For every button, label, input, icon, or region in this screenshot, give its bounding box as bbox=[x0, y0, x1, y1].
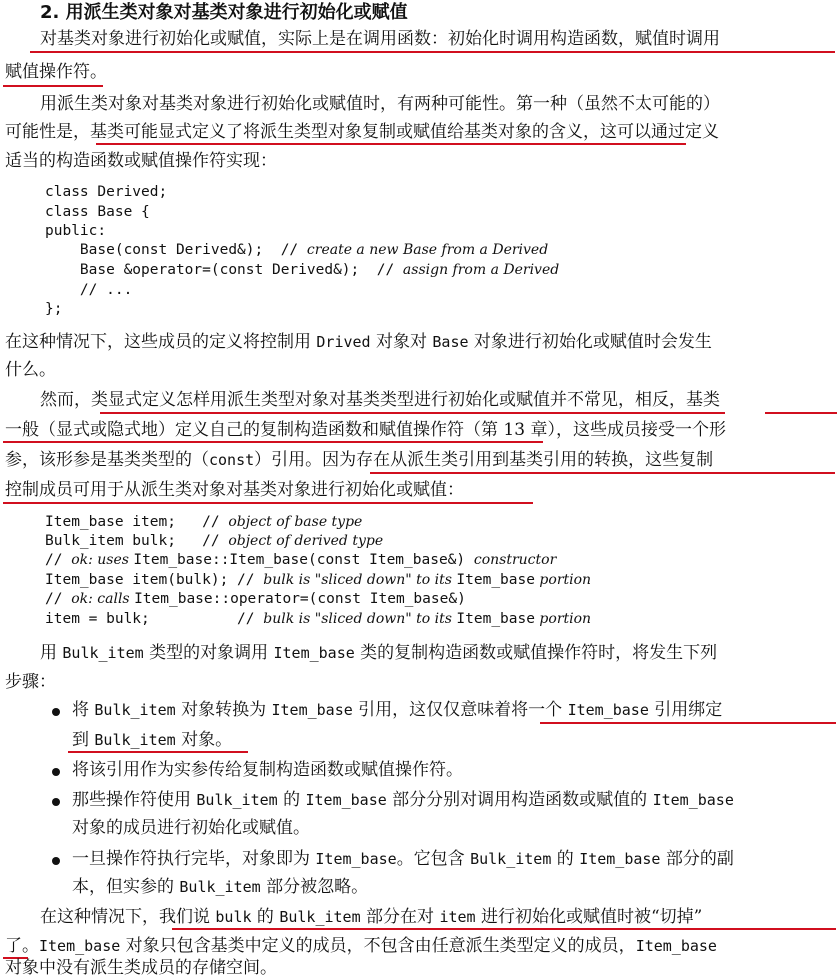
para6-highlight: 了 bbox=[5, 936, 22, 956]
para4-highlight: 因为存在从派生类引用到基类引用的转换，这些复制 bbox=[322, 450, 714, 470]
bullet4-line1 bbox=[72, 847, 734, 871]
bullet3-line1 bbox=[72, 788, 734, 812]
code-comment: ok: uses bbox=[71, 552, 134, 568]
para6-text: 对象只包含基类中定义的成员，不包含由任意派生类型定义的成员， bbox=[120, 936, 636, 956]
bullet-text: 一旦操作符执行完毕，对象即为 bbox=[72, 849, 316, 869]
code2-line bbox=[45, 589, 466, 609]
para6-line1 bbox=[40, 905, 702, 929]
para3-text: 对象对 bbox=[370, 332, 433, 352]
para5-text: 用 bbox=[40, 643, 63, 663]
inline-code: Drived bbox=[316, 333, 371, 351]
code-comment: object of derived type bbox=[228, 533, 384, 549]
bullet-dot bbox=[52, 708, 60, 716]
para6-text: 。 bbox=[22, 936, 39, 956]
inline-code: item bbox=[439, 908, 476, 926]
inline-code: Item_base bbox=[273, 644, 355, 662]
inline-code: Base bbox=[432, 333, 469, 351]
bullet2-line1: 将该引用作为实参传给复制构造函数或赋值操作符。 bbox=[72, 760, 463, 780]
code-comment: object of base type bbox=[228, 514, 363, 530]
para4-line4: 控制成员可用于从派生类对象对基类对象进行初始化或赋值： bbox=[5, 480, 464, 500]
inline-code: Bulk_item bbox=[94, 731, 176, 749]
bullet-text: 部分分别对调用构造函数或赋值的 bbox=[386, 790, 653, 810]
code-text: Item_base bbox=[456, 611, 535, 627]
bullet-text: 那些操作符使用 bbox=[72, 790, 197, 810]
para5-text: 类型的对象调用 bbox=[143, 643, 274, 663]
bullet-dot bbox=[52, 768, 60, 776]
code1-line: // ... bbox=[45, 282, 133, 298]
para2-highlight: 基类可能显式定义了将派生类型对象复制或赋值给基类对象的含义 bbox=[90, 122, 583, 142]
inline-code: Item_base bbox=[579, 850, 661, 868]
bullet3-line2: 对象的成员进行初始化或赋值。 bbox=[72, 818, 310, 838]
inline-code: Item_base bbox=[652, 791, 734, 809]
para4-text: ）引用。 bbox=[254, 450, 323, 470]
para4-line3 bbox=[5, 448, 713, 472]
code-text: Item_base::Item_base(const Item_base&) bbox=[133, 552, 474, 568]
code-comment: assign from a Derived bbox=[402, 262, 560, 278]
code-comment: bulk is "sliced down" to its bbox=[263, 572, 457, 588]
code1-line: public: bbox=[45, 223, 107, 239]
para3-line1 bbox=[5, 330, 712, 354]
inline-code: Bulk_item bbox=[62, 644, 144, 662]
para4-highlight: 一般（显式或隐式地）定义自己的复制构造函数和赋值操作符 bbox=[5, 420, 464, 440]
highlight-underline bbox=[68, 751, 248, 753]
bullet-text: 将 bbox=[72, 700, 95, 720]
code-comment: portion bbox=[534, 572, 592, 588]
code1-line: }; bbox=[45, 301, 63, 317]
bullet-text: 的 bbox=[277, 790, 306, 810]
para5-line1 bbox=[40, 641, 717, 665]
code2-line bbox=[45, 609, 591, 629]
bullet-text: 本，但实参的 bbox=[72, 877, 180, 897]
code-text: Bulk_item bulk; // bbox=[45, 533, 229, 549]
inline-code: const bbox=[209, 451, 255, 469]
code1-line: class Derived; bbox=[45, 184, 168, 200]
para6-line2 bbox=[5, 934, 717, 958]
inline-code: Bulk_item bbox=[94, 701, 176, 719]
inline-code: Item_base bbox=[315, 850, 397, 868]
para3-line2: 什么。 bbox=[5, 360, 56, 380]
highlight-underline bbox=[96, 143, 686, 145]
code-text: Item_base item(bulk); // bbox=[45, 572, 264, 588]
para3-text: 对象进行初始化或赋值时会发生 bbox=[468, 332, 712, 352]
highlight-underline bbox=[3, 441, 543, 443]
para4-text: 参，该形参是基类类型的（ bbox=[5, 450, 209, 470]
para6-highlight: 我们说 bbox=[159, 907, 216, 927]
inline-code: Item_base bbox=[567, 701, 649, 719]
highlight-underline bbox=[100, 412, 725, 414]
para6-text: 在这种情况下， bbox=[40, 907, 159, 927]
bullet-dot bbox=[52, 857, 60, 865]
para6-line3: 对象中没有派生类成员的存储空间。 bbox=[5, 958, 277, 978]
code2-line bbox=[45, 550, 556, 570]
inline-code: Item_base bbox=[271, 701, 353, 719]
inline-code: Bulk_item bbox=[279, 908, 361, 926]
code-comment: constructor bbox=[473, 552, 557, 568]
highlight-underline bbox=[370, 472, 835, 474]
para4-text: 然而， bbox=[40, 390, 91, 410]
inline-code: bulk bbox=[215, 908, 252, 926]
para2-line2 bbox=[5, 120, 719, 144]
code-text: // bbox=[45, 552, 72, 568]
inline-code: Bulk_item bbox=[470, 850, 552, 868]
bullet-highlight: 意味着将一个 bbox=[460, 700, 568, 720]
code1-line bbox=[45, 260, 559, 280]
code-text: Base &operator=(const Derived&); // bbox=[45, 262, 403, 278]
para2-line1: 用派生类对象对基类对象进行初始化或赋值时，有两种可能性。第一种（虽然不太可能的） bbox=[40, 94, 720, 114]
bullet-highlight: 对象。 bbox=[175, 730, 233, 750]
bullet4-line2 bbox=[72, 875, 368, 899]
code-text: // bbox=[45, 591, 72, 607]
para2-line3: 适当的构造函数或赋值操作符实现： bbox=[5, 151, 277, 171]
bullet-dot bbox=[52, 798, 60, 806]
bullet1-line1 bbox=[72, 698, 722, 722]
bullet1-line2 bbox=[72, 728, 232, 752]
code2-line bbox=[45, 531, 383, 551]
code-text: Item_base::operator=(const Item_base&) bbox=[134, 591, 466, 607]
highlight-underline bbox=[540, 722, 836, 724]
code-text: Base(const Derived&); // bbox=[45, 242, 307, 258]
bullet-text: 对象转换为 bbox=[175, 700, 272, 720]
para1-line2: 赋值操作符。 bbox=[5, 62, 107, 82]
highlight-underline bbox=[3, 502, 533, 504]
bullet-text: 部分的副 bbox=[660, 849, 734, 869]
code-comment: create a new Base from a Derived bbox=[306, 242, 549, 258]
code1-line: class Base { bbox=[45, 204, 150, 220]
highlight-underline bbox=[3, 85, 103, 87]
bullet-text: 部分被忽略。 bbox=[260, 877, 369, 897]
para4-line1 bbox=[40, 388, 720, 412]
code-text: Item_base bbox=[456, 572, 535, 588]
code-comment: bulk is "sliced down" to its bbox=[263, 611, 457, 627]
para6-highlight: 进行初始化或赋值时被“切掉” bbox=[475, 907, 703, 927]
code-comment: portion bbox=[534, 611, 592, 627]
bullet-text: 。它包含 bbox=[396, 849, 471, 869]
highlight-underline bbox=[30, 51, 835, 53]
code2-line bbox=[45, 512, 362, 532]
para5-text: 类的复制构造函数或赋值操作符时，将发生下列 bbox=[354, 643, 718, 663]
code-text: item = bulk; // bbox=[45, 611, 264, 627]
para4-text: （第 13 章），这些成员接受一个形 bbox=[464, 420, 726, 440]
code2-line bbox=[45, 570, 591, 590]
code1-line bbox=[45, 240, 548, 260]
para6-highlight: 部分在对 bbox=[360, 907, 440, 927]
para1-line1: 对基类对象进行初始化或赋值，实际上是在调用函数：初始化时调用构造函数，赋值时调用 bbox=[40, 29, 720, 49]
section-heading: 2. 用派生类对象对基类对象进行初始化或赋值 bbox=[40, 2, 408, 23]
highlight-underline bbox=[765, 412, 837, 414]
para2-text: 可能性是， bbox=[5, 122, 90, 142]
bullet-text: 的 bbox=[551, 849, 580, 869]
para4-text: ，相反， bbox=[618, 390, 686, 410]
para6-highlight: 的 bbox=[251, 907, 280, 927]
para3-text: 在这种情况下，这些成员的定义将控制用 bbox=[5, 332, 317, 352]
inline-code: Bulk_item bbox=[179, 878, 261, 896]
para4-highlight: 基类 bbox=[686, 390, 720, 410]
para4-highlight: 类显式定义怎样用派生类型对象对基类类型进行初始化或赋值并不常见 bbox=[91, 390, 618, 410]
para5-line2: 步骤： bbox=[5, 672, 56, 692]
code-text: Item_base item; // bbox=[45, 514, 229, 530]
inline-code: Item_base bbox=[39, 937, 121, 955]
bullet-text: 引用，这仅仅 bbox=[352, 700, 461, 720]
highlight-underline bbox=[172, 928, 836, 930]
bullet-highlight: 到 bbox=[72, 730, 95, 750]
inline-code: Bulk_item bbox=[196, 791, 278, 809]
para4-line2 bbox=[5, 418, 726, 442]
code-comment: ok: calls bbox=[71, 591, 135, 607]
para2-text: ，这可以通过定义 bbox=[583, 122, 719, 142]
bullet-highlight: 引用绑定 bbox=[648, 700, 723, 720]
inline-code: Item_base bbox=[305, 791, 387, 809]
inline-code: Item_base bbox=[635, 937, 717, 955]
